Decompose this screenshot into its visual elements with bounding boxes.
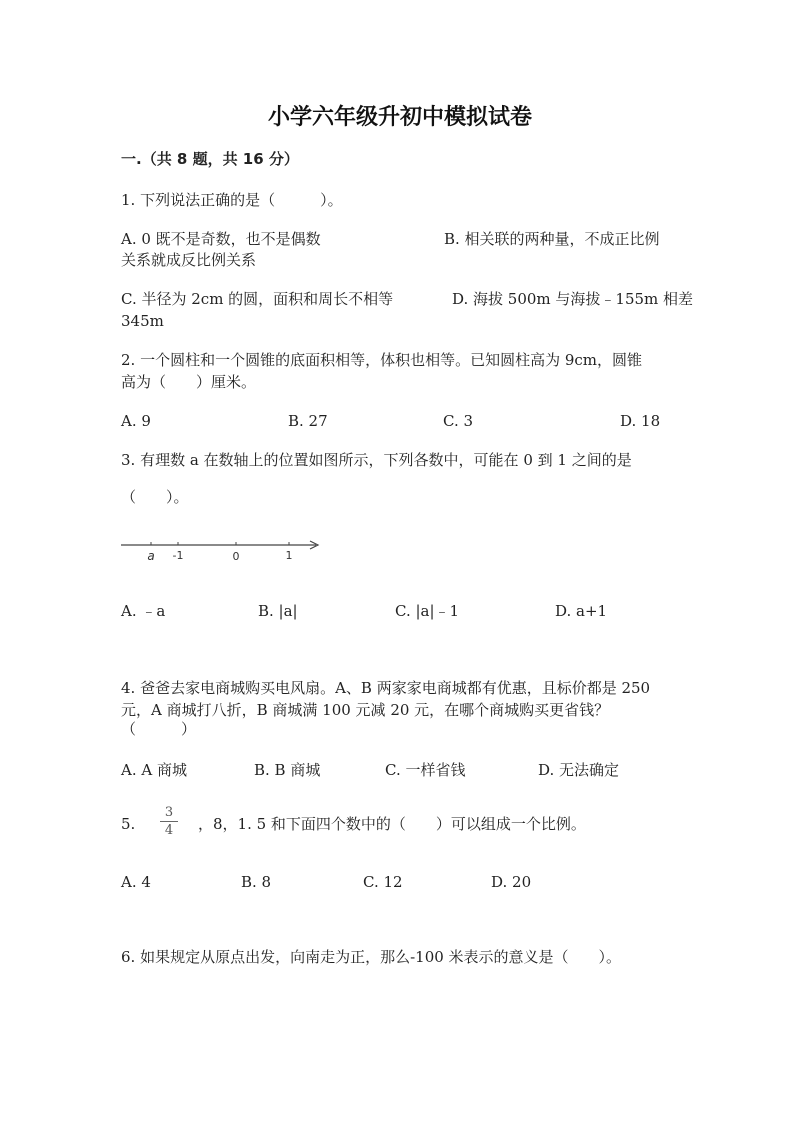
question-2-stem-cont: 高为（ ）厘米。 <box>121 373 257 391</box>
question-4-option-d: D. 无法确定 <box>538 761 620 779</box>
question-5-option-a: A. 4 <box>121 873 151 891</box>
fraction-bar <box>160 821 178 822</box>
question-2-option-a: A. 9 <box>121 412 151 430</box>
question-2-option-c: C. 3 <box>443 412 474 430</box>
question-3-option-c: C. |a|﹣1 <box>395 602 460 620</box>
question-2-option-d: D. 18 <box>620 412 661 430</box>
question-4-option-a: A. A 商城 <box>121 761 187 779</box>
question-3-option-a: A. ﹣a <box>121 602 166 620</box>
question-1-stem: 1. 下列说法正确的是（ ）。 <box>121 191 343 209</box>
question-1-option-b-cont: 关系就成反比例关系 <box>121 251 257 269</box>
question-4-option-b: B. B 商城 <box>254 761 321 779</box>
fraction-denominator: 4 <box>164 823 174 838</box>
question-1-option-b: B. 相关联的两种量，不成正比例 <box>444 230 660 248</box>
question-5-stem: ，8，1. 5 和下面四个数中的（ ）可以组成一个比例。 <box>198 815 586 833</box>
question-3-option-b: B. |a| <box>258 602 298 620</box>
fraction-three-quarters <box>160 805 178 838</box>
label-zero: 0 <box>232 550 240 563</box>
question-4-option-c: C. 一样省钱 <box>385 761 466 779</box>
question-1-option-a: A. 0 既不是奇数，也不是偶数 <box>121 230 321 248</box>
question-5-number: 5. <box>121 815 136 833</box>
question-4-stem-cont: 元，A 商城打八折，B 商城满 100 元减 20 元，在哪个商城购买更省钱？ <box>121 701 610 719</box>
question-2-stem: 2. 一个圆柱和一个圆锥的底面积相等，体积也相等。已知圆柱高为 9cm，圆锥 <box>121 351 643 369</box>
question-4-answer-blank: （ ） <box>121 720 197 738</box>
fraction-numerator: 3 <box>164 805 174 820</box>
question-1-option-c: C. 半径为 2cm 的圆，面积和周长不相等 <box>121 290 394 308</box>
page-title: 小学六年级升初中模拟试卷 <box>267 105 532 130</box>
question-3-stem: 3. 有理数 a 在数轴上的位置如图所示，下列各数中，可能在 0 到 1 之间的是 <box>121 451 632 469</box>
question-5-option-d: D. 20 <box>491 873 532 891</box>
question-5-option-b: B. 8 <box>241 873 272 891</box>
question-5-option-c: C. 12 <box>363 873 403 891</box>
label-neg1: -1 <box>172 549 184 562</box>
label-one: 1 <box>285 549 293 562</box>
question-1-option-d-cont: 345m <box>121 312 164 330</box>
section-heading: 一.（共 8 题，共 16 分） <box>121 150 299 168</box>
question-3-stem-cont: （ ）。 <box>121 488 189 506</box>
question-3-option-d: D. a+1 <box>555 602 608 620</box>
question-2-option-b: B. 27 <box>288 412 328 430</box>
label-a: a <box>147 549 155 563</box>
number-line-figure <box>118 532 328 564</box>
question-1-option-d: D. 海拔 500m 与海拔﹣155m 相差 <box>452 290 694 308</box>
question-4-stem: 4. 爸爸去家电商城购买电风扇。A、B 两家家电商城都有优惠，且标价都是 250 <box>121 679 651 697</box>
question-6-stem: 6. 如果规定从原点出发，向南走为正，那么-100 米表示的意义是（ ）。 <box>121 948 622 966</box>
